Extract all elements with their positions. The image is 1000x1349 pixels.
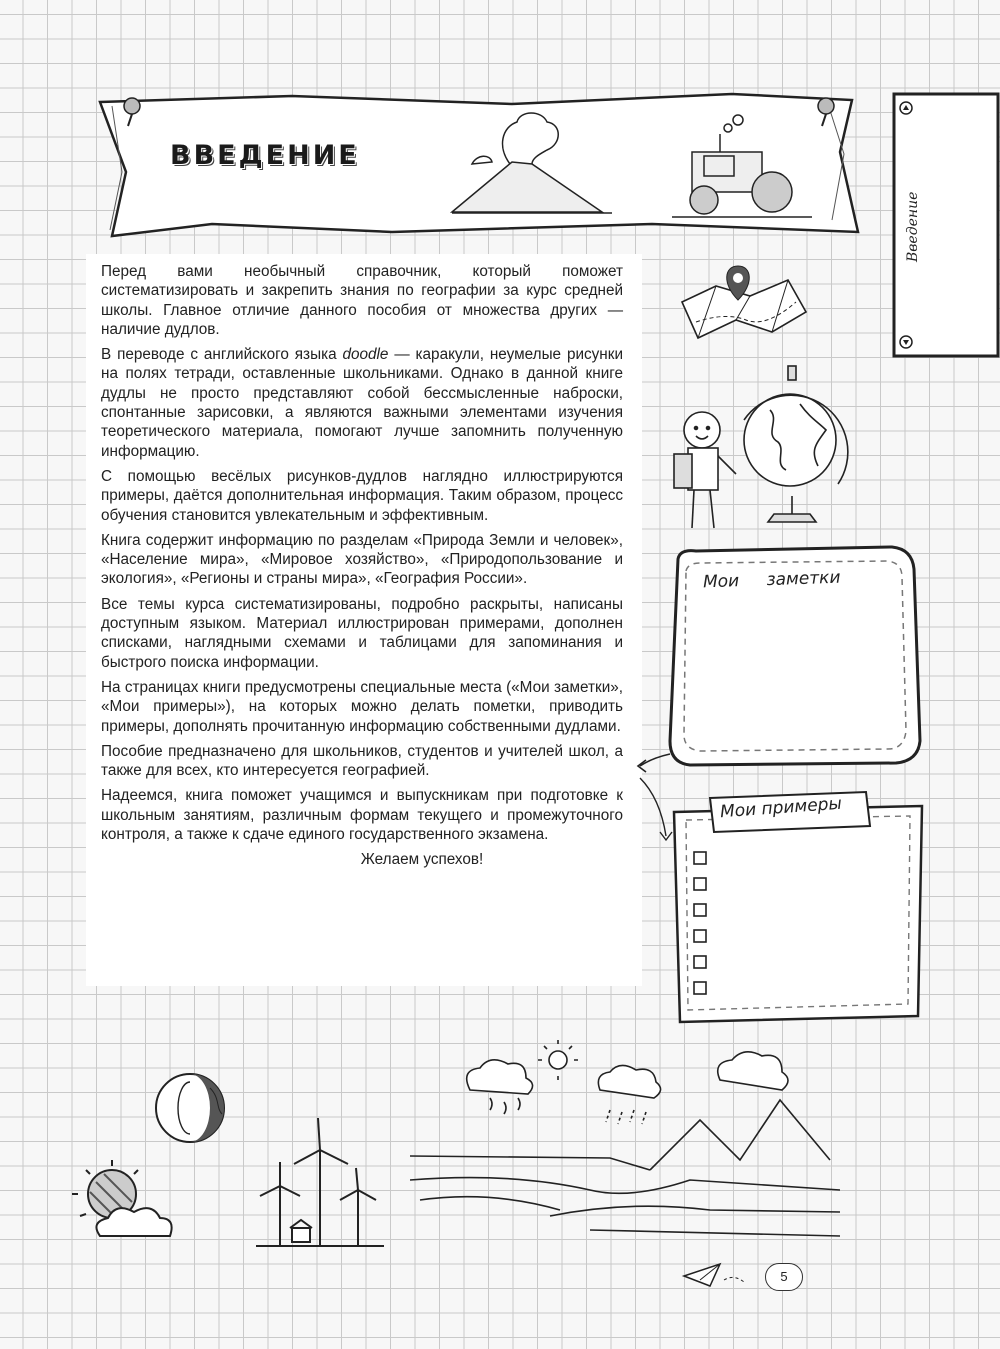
side-tab xyxy=(880,92,1000,360)
paragraph: Перед вами необычный справочник, который поможет систематизировать и закрепить знания по географии за курс средней школы. Главное отличие данного пособия от множества других — наличие дудлов. xyxy=(101,263,623,338)
checkbox[interactable] xyxy=(694,904,706,916)
checkbox[interactable] xyxy=(694,956,706,968)
sun-icon xyxy=(538,1040,578,1080)
paragraph-text: — каракули, неумелые рисунки на полях тетради, оставленные школьниками. xyxy=(101,346,623,383)
sun-cloud-icon xyxy=(60,1152,190,1252)
paper-plane-icon xyxy=(680,1258,750,1298)
paragraph xyxy=(101,345,623,461)
paragraph: Книга содержит информацию по разделам «Природа Земли и человек», «Население мира», «Мировое хозяйство», «Природопользование и экология», «Регионы и страны мира», «География России». xyxy=(101,531,623,588)
examples-title: Мои примеры xyxy=(719,793,843,823)
wind-turbines-icon xyxy=(250,1110,390,1250)
paragraph-text: В переводе с английского языка xyxy=(101,346,343,364)
paragraph: С помощью весёлых рисунков-дудлов наглядно иллюстрируются примеры, даётся дополнительная информация. Таким образом, процесс обучения становится увлекательным и эффективным. xyxy=(101,467,623,524)
paragraph-text: Однако в данной книге дудлы не просто представляют собой бессмысленные наброски, спонтанные зарисовки, а являются важными элементами изучения теоретического материала, помогают лучше запомнить полученную информацию. xyxy=(101,365,623,460)
page-number: 5 xyxy=(765,1263,803,1291)
checkbox[interactable] xyxy=(694,878,706,890)
paragraph: Все темы курса систематизированы, подробно раскрыты, написаны доступным языком. Материал иллюстрирован примерами, дополнен списками, наглядными схемами и таблицами для запоминания и быстрого поиска информации. xyxy=(101,595,623,671)
water-cycle-landscape xyxy=(410,1040,840,1260)
boy-with-globe-illustration xyxy=(660,360,860,540)
paragraph: Пособие предназначено для школьников, студентов и учителей школ, а также для всех, кто интересуется географией. xyxy=(101,742,623,780)
page-title: ВВЕДЕНИЕ xyxy=(170,140,360,171)
notes-title: Мои заметки xyxy=(702,567,841,593)
paragraph: На страницах книги предусмотрены специальные места («Мои заметки», «Мои примеры»), на которых можно делать пометки, приводить примеры, дополнять прочитанную информацию собственными дудлами. xyxy=(101,678,623,735)
side-tab-label: Введение xyxy=(905,191,921,262)
checkbox[interactable] xyxy=(694,930,706,942)
doodle-term: doodle xyxy=(342,346,389,364)
checkbox[interactable] xyxy=(694,982,706,994)
earth-layers-icon xyxy=(150,1068,240,1148)
body-text xyxy=(101,262,623,876)
globe-icon xyxy=(744,366,848,522)
map-icon xyxy=(676,262,816,342)
paragraph: Надеемся, книга поможет учащимся и выпускникам при подготовке к школьным занятиям, различным формам текущего и промежуточного контроля, а также к сдаче единого государственного экзамена. xyxy=(101,787,623,844)
examples-box[interactable] xyxy=(664,790,934,1030)
checkbox[interactable] xyxy=(694,852,706,864)
signoff: Желаем успехов! xyxy=(360,851,484,869)
